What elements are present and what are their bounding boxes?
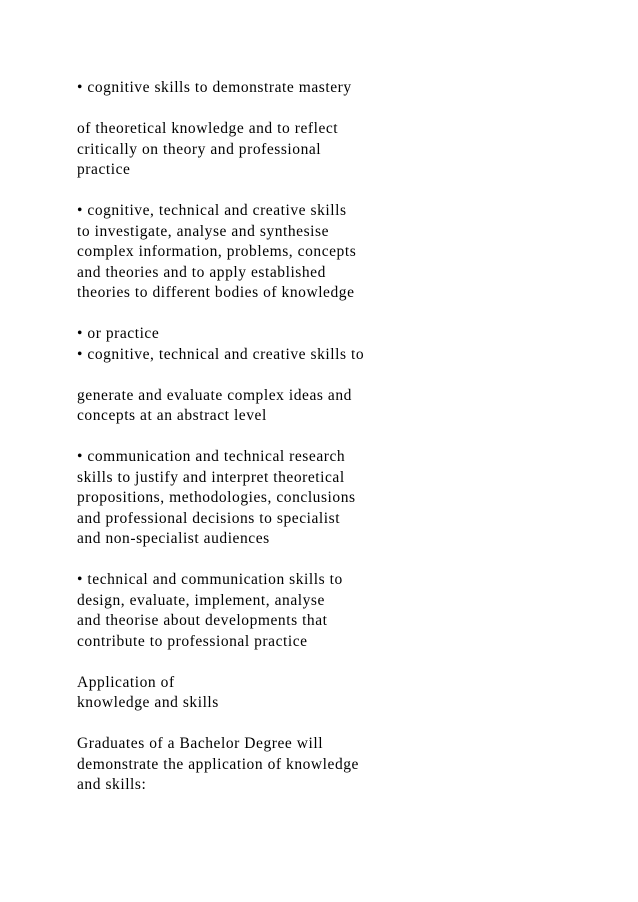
paragraph-graduates-intro <box>77 734 597 796</box>
text-line: and skills: <box>77 776 147 793</box>
text-line: of theoretical knowledge and to reflect <box>77 120 339 137</box>
paragraph-theoretical-knowledge <box>77 119 597 181</box>
section-heading-application <box>77 673 597 714</box>
paragraph-cognitive-mastery <box>77 78 597 99</box>
text-line: critically on theory and professional <box>77 140 322 158</box>
text-line: • communication and technical research <box>77 448 346 465</box>
paragraph-technical-communication <box>77 570 597 652</box>
text-line: and theories and to apply established <box>77 263 326 281</box>
text-line: practice <box>77 161 131 178</box>
text-line: complex information, problems, concepts <box>77 243 357 260</box>
text-line: and non-specialist audiences <box>77 530 270 547</box>
text-line: and professional decisions to specialist <box>77 509 341 527</box>
paragraph-communication-research <box>77 447 597 550</box>
text-line: • or practice <box>77 325 160 342</box>
text-line: design, evaluate, implement, analyse <box>77 591 325 609</box>
text-line: demonstrate the application of knowledge <box>77 755 359 773</box>
text-line: skills to justify and interpret theoretical <box>77 468 345 486</box>
text-line: • cognitive, technical and creative skills <box>77 202 347 219</box>
text-line: contribute to professional practice <box>77 632 308 650</box>
text-line: to investigate, analyse and synthesise <box>77 222 330 240</box>
text-line: knowledge and skills <box>77 694 219 711</box>
paragraph-generate-evaluate <box>77 386 597 427</box>
text-line: theories to different bodies of knowledge <box>77 284 355 301</box>
document-text <box>77 78 597 816</box>
text-line: Application of <box>77 673 175 691</box>
text-line: and theorise about developments that <box>77 612 328 629</box>
text-line: • cognitive, technical and creative skills to <box>77 345 365 363</box>
text-line: • technical and communication skills to <box>77 571 343 588</box>
text-line: concepts at an abstract level <box>77 407 267 424</box>
text-line: generate and evaluate complex ideas and <box>77 386 352 404</box>
paragraph-investigate-analyse <box>77 201 597 304</box>
paragraph-or-practice <box>77 324 597 365</box>
text-line: Graduates of a Bachelor Degree will <box>77 735 324 752</box>
text-line: propositions, methodologies, conclusions <box>77 489 356 506</box>
text-line: • cognitive skills to demonstrate mastery <box>77 79 352 96</box>
